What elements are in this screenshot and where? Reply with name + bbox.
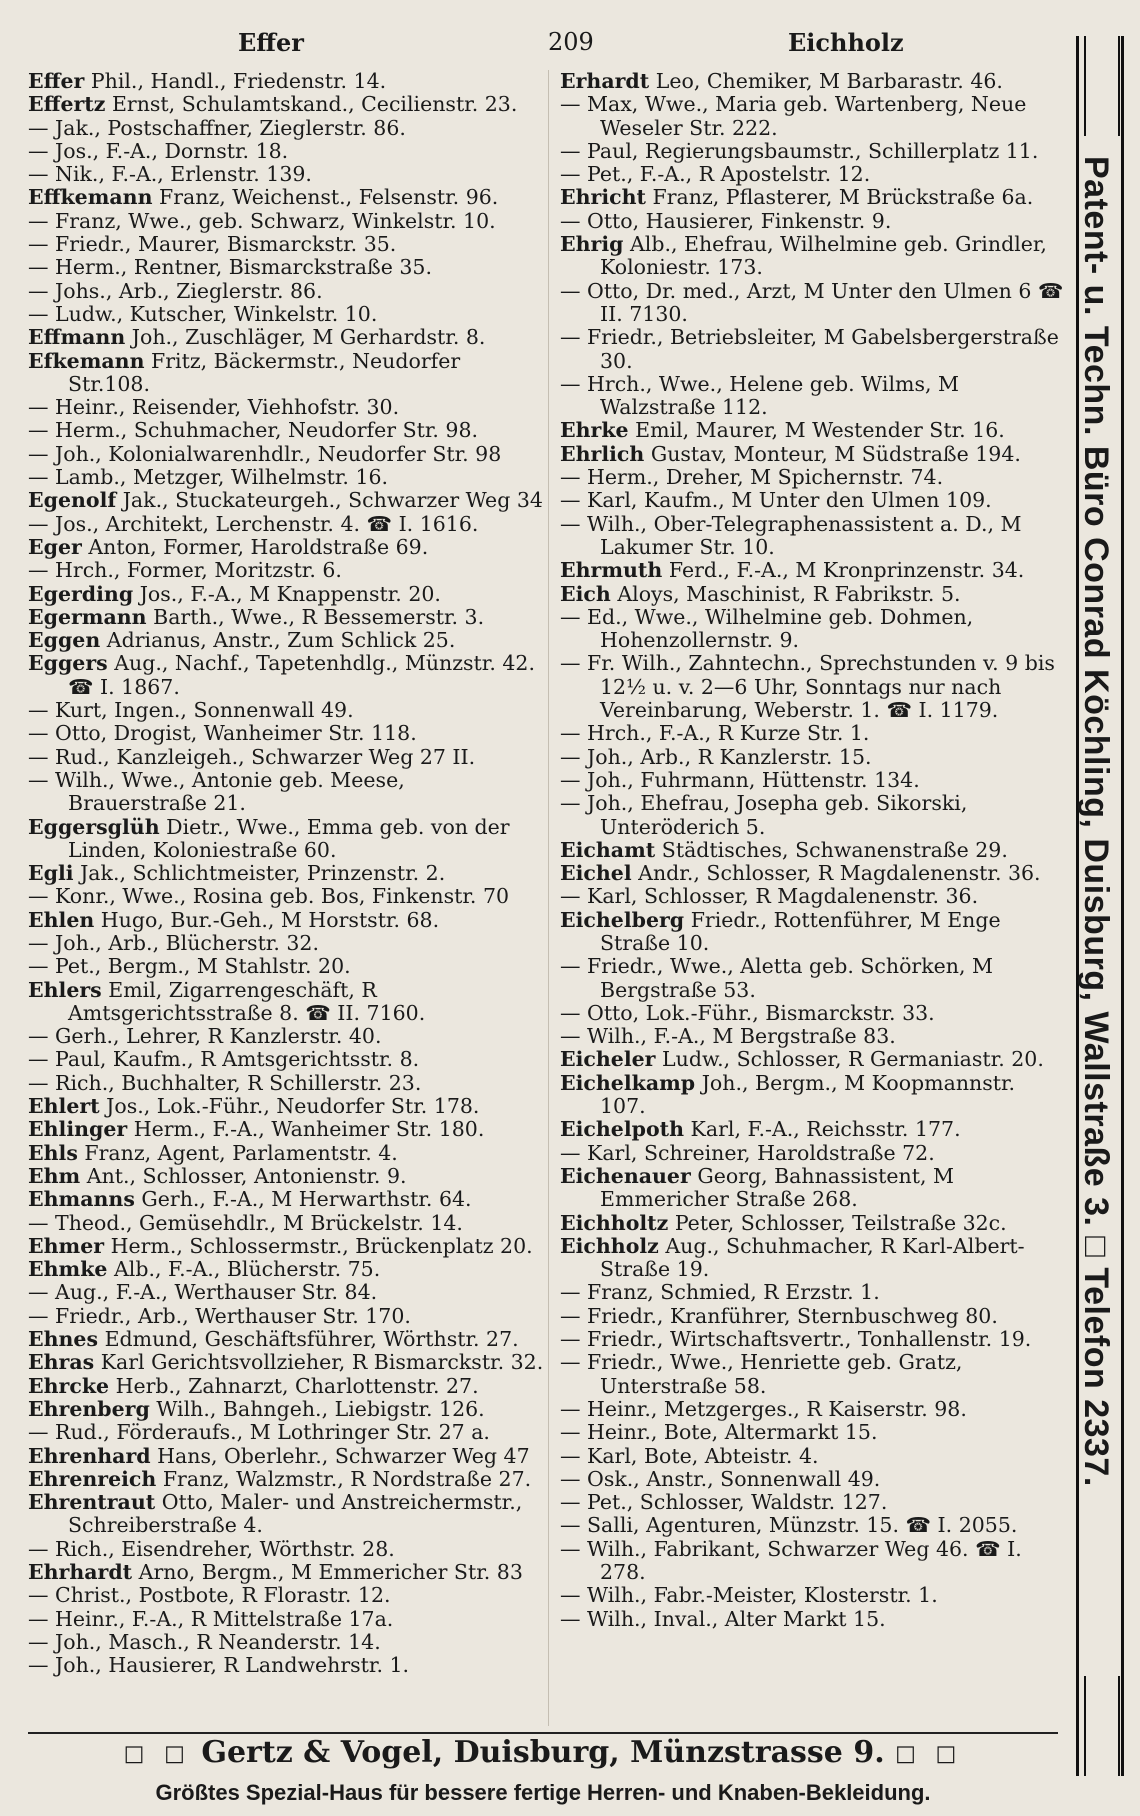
entry-surname: Ehrlich [560, 441, 645, 466]
entry-details: Ludw., Schlosser, R Germaniastr. 20. [662, 1047, 1044, 1072]
entry-surname: Erhardt [560, 69, 650, 93]
entry-details: — Friedr., Wwe., Henriette geb. Gratz, Unterstraße 58. [560, 1350, 963, 1398]
entry-details: — Jos., Architekt, Lerchenstr. 4. ☎ I. 1616. [28, 511, 479, 536]
directory-entry [28, 1421, 548, 1444]
directory-entry [28, 1072, 548, 1095]
entry-details: — Wilh., F.-A., M Bergstraße 83. [560, 1024, 896, 1049]
entry-details: — Pet., Schlosser, Waldstr. 127. [560, 1490, 888, 1515]
header-right-keyword: Eichholz [788, 28, 904, 57]
sidebar-rule-top [1084, 36, 1120, 136]
directory-entry [28, 280, 548, 303]
directory-entry [560, 1328, 1065, 1351]
directory-entry [28, 1445, 548, 1468]
directory-entry [560, 652, 1065, 722]
entry-details: — Heinr., Metzgerges., R Kaiserstr. 98. [560, 1396, 967, 1421]
entry-surname: Eggen [28, 628, 101, 653]
entry-surname: Efkemann [28, 348, 145, 373]
directory-entry [28, 1375, 548, 1398]
entry-details: — Herm., Dreher, M Spichernstr. 74. [560, 465, 944, 490]
directory-entry [560, 1538, 1065, 1585]
directory-entry [28, 1328, 548, 1351]
entry-details: — Theod., Gemüsehdlr., M Brückelstr. 14. [28, 1210, 463, 1235]
directory-entry [560, 466, 1065, 489]
entry-details: Wilh., Bahngeh., Liebigstr. 126. [156, 1396, 485, 1421]
directory-entry [560, 606, 1065, 653]
directory-entry [28, 350, 548, 397]
entry-surname: Eicheler [560, 1047, 656, 1072]
directory-entry [560, 70, 1065, 93]
entry-details: Franz, Walzmstr., R Nordstraße 27. [162, 1466, 532, 1491]
footer-boxes-right: □ □ [895, 1741, 963, 1767]
entry-details: — Karl, Schlosser, R Magdalenenstr. 36. [560, 884, 979, 909]
entry-surname: Ehras [28, 1350, 95, 1375]
entry-details: Barth., Wwe., R Bessemerstr. 3. [153, 604, 485, 629]
entry-details: Herb., Zahnarzt, Charlottenstr. 27. [115, 1373, 479, 1398]
directory-entry [28, 256, 548, 279]
directory-entry [560, 1584, 1065, 1607]
left-column [28, 70, 548, 1677]
page-header [28, 22, 1058, 62]
entry-details: Franz, Agent, Parlamentstr. 4. [84, 1140, 398, 1165]
entry-details: — Hrch., Wwe., Helene geb. Wilms, M Walzstraße 112. [560, 371, 959, 420]
entry-details: Leo, Chemiker, M Barbarastr. 46. [655, 69, 1003, 93]
entry-surname: Egermann [28, 604, 147, 629]
directory-entry [560, 186, 1065, 209]
directory-entry [560, 1514, 1065, 1537]
directory-entry [28, 233, 548, 256]
directory-entry [28, 932, 548, 955]
entry-surname: Ehrcke [28, 1373, 110, 1398]
directory-entry [28, 1095, 548, 1118]
directory-entry [560, 1025, 1065, 1048]
entry-details: — Herm., Rentner, Bismarckstraße 35. [28, 255, 432, 280]
entry-details: Peter, Schlosser, Teilstraße 32c. [674, 1210, 1007, 1235]
entry-surname: Eichel [560, 861, 632, 886]
entry-surname: Effertz [28, 92, 106, 117]
entry-surname: Effer [28, 69, 85, 93]
footer-ad-slogan: Größtes Spezial-Haus für bessere fertige Herren- und Knaben-Bekleidung. [155, 1780, 931, 1805]
entry-details: — Friedr., Kranführer, Sternbuschweg 80. [560, 1303, 998, 1328]
directory-entry [560, 1235, 1065, 1282]
directory-entry [28, 699, 548, 722]
directory-entry [28, 1398, 548, 1421]
entry-details: — Herm., Schuhmacher, Neudorfer Str. 98. [28, 418, 479, 443]
entry-details: — Karl, Schreiner, Haroldstraße 72. [560, 1140, 935, 1165]
directory-entry [560, 1118, 1065, 1141]
entry-details: Georg, Bahnassistent, M Emmericher Straße 268. [600, 1163, 954, 1212]
entry-details: Franz, Weichenst., Felsenstr. 96. [159, 185, 499, 210]
directory-entry [28, 1305, 548, 1328]
entry-details: Städtisches, Schwanenstraße 29. [661, 837, 1008, 862]
directory-entry [560, 1445, 1065, 1468]
directory-entry [560, 1281, 1065, 1304]
entry-details: — Otto, Hausierer, Finkenstr. 9. [560, 208, 892, 233]
entry-details: Jak., Stuckateurgeh., Schwarzer Weg 34 [122, 488, 543, 513]
directory-entry [560, 140, 1065, 163]
directory-entry [28, 909, 548, 932]
directory-entry [28, 419, 548, 442]
page-number: 209 [548, 28, 594, 56]
directory-entry [28, 722, 548, 745]
entry-details: — Rud., Förderaufs., M Lothringer Str. 27 a. [28, 1420, 490, 1445]
directory-entry [28, 559, 548, 582]
directory-entry [560, 1072, 1065, 1119]
entry-details: Ernst, Schulamtskand., Cecilienstr. 23. [111, 92, 518, 117]
entry-details: — Pet., Bergm., M Stahlstr. 20. [28, 954, 351, 979]
directory-entry [28, 979, 548, 1026]
entry-details: Phil., Handl., Friedenstr. 14. [90, 69, 387, 93]
entry-details: — Friedr., Maurer, Bismarckstr. 35. [28, 232, 397, 257]
directory-entry [560, 1212, 1065, 1235]
entry-details: Fritz, Bäckermstr., Neudorfer Str.108. [68, 348, 461, 396]
entry-details: Alb., F.-A., Blücherstr. 75. [114, 1257, 381, 1282]
entry-surname: Eichelpoth [560, 1117, 685, 1142]
entry-details: Herm., F.-A., Wanheimer Str. 180. [133, 1117, 485, 1142]
directory-entry [560, 1351, 1065, 1398]
entry-surname: Eichholtz [560, 1210, 669, 1235]
entry-surname: Egenolf [28, 488, 117, 513]
entry-details: Otto, Maler- und Anstreichermstr., Schreiberstraße 4. [68, 1490, 523, 1538]
entry-details: — Max, Wwe., Maria geb. Wartenberg, Neue Weseler Str. 222. [560, 92, 1027, 140]
directory-entry [28, 396, 548, 419]
entry-surname: Ehmanns [28, 1187, 135, 1212]
entry-details: — Hrch., F.-A., R Kurze Str. 1. [560, 721, 870, 746]
directory-entry [560, 419, 1065, 442]
entry-details: — Hrch., Former, Moritzstr. 6. [28, 558, 342, 583]
entry-details: — Friedr., Wwe., Aletta geb. Schörken, M Bergstraße 53. [560, 954, 994, 1002]
entry-details: — Lamb., Metzger, Wilhelmstr. 16. [28, 465, 389, 490]
directory-entry [28, 816, 548, 863]
entry-surname: Ehrenhard [28, 1443, 151, 1468]
directory-entry [28, 1281, 548, 1304]
entry-surname: Ehls [28, 1140, 78, 1165]
entry-details: Gerh., F.-A., M Herwarthstr. 64. [141, 1187, 472, 1212]
directory-entry [560, 1398, 1065, 1421]
footer-advertisement [28, 1735, 1058, 1777]
entry-details: Joh., Bergm., M Koopmannstr. 107. [600, 1070, 1016, 1119]
directory-entry [28, 489, 548, 512]
entry-surname: Ehrke [560, 418, 629, 443]
entry-details: — Ludw., Kutscher, Winkelstr. 10. [28, 301, 378, 326]
entry-surname: Ehricht [560, 185, 646, 210]
entry-surname: Eichelberg [560, 907, 685, 932]
directory-entry [560, 1165, 1065, 1212]
directory-entry [560, 489, 1065, 512]
directory-entry [560, 93, 1065, 140]
directory-entry [28, 652, 548, 699]
footer-ad-title: Gertz & Vogel, Duisburg, Münzstrasse 9. [201, 1735, 885, 1770]
directory-entry [560, 839, 1065, 862]
directory-entry [560, 559, 1065, 582]
entry-surname: Ehrmuth [560, 558, 663, 583]
entry-details: — Konr., Wwe., Rosina geb. Bos, Finkenstr. 70 [28, 884, 510, 909]
directory-entry [28, 536, 548, 559]
directory-entry [28, 1048, 548, 1071]
directory-entry [560, 885, 1065, 908]
entry-details: Ant., Schlosser, Antonienstr. 9. [86, 1163, 407, 1188]
directory-entry [28, 117, 548, 140]
entry-details: — Fr. Wilh., Zahntechn., Sprechstunden v. 9 bis 12½ u. v. 2—6 Uhr, Sonntags nur nach Vereinbarung, Weberstr. 1. ☎ I. 1179. [560, 651, 1055, 723]
entry-details: — Otto, Drogist, Wanheimer Str. 118. [28, 721, 417, 746]
directory-entry [28, 1142, 548, 1165]
footer-boxes-left: □ □ [123, 1741, 191, 1767]
entry-details: — Friedr., Arb., Werthauser Str. 170. [28, 1303, 411, 1328]
entry-details: Aug., Nachf., Tapetenhdlg., Münzstr. 42. ☎ I. 1867. [68, 651, 535, 699]
entry-details: Anton, Former, Haroldstraße 69. [88, 534, 429, 559]
entry-details: Friedr., Rottenführer, M Enge Straße 10. [600, 907, 1001, 955]
directory-entry [28, 1025, 548, 1048]
entry-surname: Effmann [28, 325, 126, 350]
entry-surname: Ehrhardt [28, 1560, 133, 1584]
entry-details: Emil, Maurer, M Westender Str. 16. [635, 418, 1005, 443]
entry-surname: Ehrig [560, 232, 624, 257]
entry-details: — Joh., Ehefrau, Josepha geb. Sikorski, Unteröderich 5. [560, 791, 968, 839]
entry-details: — Rud., Kanzleigeh., Schwarzer Weg 27 II. [28, 744, 476, 769]
entry-details: — Johs., Arb., Zieglerstr. 86. [28, 278, 323, 303]
entry-details: Herm., Schlossermstr., Brückenplatz 20. [110, 1233, 533, 1258]
entry-details: Aloys, Maschinist, R Fabrikstr. 5. [617, 581, 961, 606]
entry-surname: Effkemann [28, 185, 153, 210]
entry-details: — Karl, Bote, Abteistr. 4. [560, 1443, 819, 1468]
entry-surname: Eichamt [560, 837, 656, 862]
entry-details: Karl Gerichtsvollzieher, R Bismarckstr. 32. [100, 1350, 544, 1375]
directory-entry [560, 1048, 1065, 1071]
entry-details: Gustav, Monteur, M Südstraße 194. [650, 441, 1021, 466]
directory-entry [560, 326, 1065, 373]
entry-details: — Otto, Lok.-Führ., Bismarckstr. 33. [560, 1000, 935, 1025]
entry-details: Adrianus, Anstr., Zum Schlick 25. [106, 628, 456, 653]
entry-details: — Wilh., Fabrikant, Schwarzer Weg 46. ☎ I. 278. [560, 1536, 1022, 1584]
entry-details: — Joh., Fuhrmann, Hüttenstr. 134. [560, 767, 920, 792]
directory-entry [560, 746, 1065, 769]
header-left-keyword: Effer [238, 28, 304, 57]
entry-details: — Wilh., Fabr.-Meister, Klosterstr. 1. [560, 1583, 938, 1608]
entry-details: — Wilh., Wwe., Antonie geb. Meese, Brauerstraße 21. [28, 767, 405, 816]
directory-entry [28, 326, 548, 349]
directory-entry [560, 862, 1065, 885]
entry-surname: Ehlert [28, 1094, 100, 1119]
entry-details: — Jos., F.-A., Dornstr. 18. [28, 138, 289, 163]
entry-surname: Eichenauer [560, 1163, 691, 1188]
entry-details: — Osk., Anstr., Sonnenwall 49. [560, 1466, 881, 1491]
entry-surname: Ehlen [28, 907, 95, 932]
entry-surname: Eichholz [560, 1233, 659, 1258]
entry-details: — Friedr., Wirtschaftsvertr., Tonhallenstr. 19. [560, 1327, 1032, 1352]
directory-entry [28, 140, 548, 163]
entry-details: Alb., Ehefrau, Wilhelmine geb. Grindler, Koloniestr. 173. [600, 232, 1047, 280]
entry-details: — Joh., Masch., R Neanderstr. 14. [28, 1629, 381, 1654]
entry-details: Hans, Oberlehr., Schwarzer Weg 47 [157, 1443, 530, 1468]
entry-surname: Ehmer [28, 1233, 105, 1258]
directory-entry [28, 303, 548, 326]
column-divider [548, 70, 549, 1726]
directory-entry [560, 1608, 1065, 1631]
directory-entry [28, 1608, 548, 1631]
entry-details: — Franz, Schmied, R Erzstr. 1. [560, 1280, 880, 1305]
directory-entry [28, 1118, 548, 1141]
entry-details: Edmund, Geschäftsführer, Wörthstr. 27. [104, 1327, 519, 1352]
entry-surname: Eichelkamp [560, 1070, 696, 1095]
directory-entry [28, 1631, 548, 1654]
entry-details: — Pet., F.-A., R Apostelstr. 12. [560, 162, 871, 187]
directory-entry [28, 1165, 548, 1188]
directory-entry [28, 862, 548, 885]
entry-details: Arno, Bergm., M Emmericher Str. 83 [138, 1560, 523, 1584]
entry-details: — Franz, Wwe., geb. Schwarz, Winkelstr. 10. [28, 208, 496, 233]
sidebar-rule-bottom [1084, 1676, 1120, 1776]
directory-entry [560, 233, 1065, 280]
entry-details: — Friedr., Betriebsleiter, M Gabelsbergerstraße 30. [560, 325, 1059, 373]
entry-surname: Ehm [28, 1163, 81, 1188]
entry-surname: Eich [560, 581, 611, 606]
entry-details: — Wilh., Ober-Telegraphenassistent a. D., M Lakumer Str. 10. [560, 511, 1022, 559]
directory-entry [28, 606, 548, 629]
entry-details: — Paul, Kaufm., R Amtsgerichtsstr. 8. [28, 1047, 420, 1072]
entry-surname: Ehmke [28, 1257, 108, 1282]
directory-entry [28, 1491, 548, 1538]
directory-entry [560, 769, 1065, 792]
entry-details: — Gerh., Lehrer, R Kanzlerstr. 40. [28, 1024, 382, 1049]
directory-entry [560, 280, 1065, 327]
entry-details: — Joh., Kolonialwarenhdlr., Neudorfer Str. 98 [28, 441, 502, 466]
directory-entry [560, 1468, 1065, 1491]
directory-entry [28, 466, 548, 489]
directory-entry [560, 722, 1065, 745]
entry-details: Andr., Schlosser, R Magdalenenstr. 36. [638, 861, 1041, 886]
directory-entry [28, 513, 548, 536]
directory-entry [28, 1258, 548, 1281]
entry-details: Ferd., F.-A., M Kronprinzenstr. 34. [668, 558, 1025, 583]
directory-entry [28, 1584, 548, 1607]
directory-entry [28, 1351, 548, 1374]
entry-surname: Ehrenberg [28, 1396, 150, 1421]
entry-details: — Rich., Buchhalter, R Schillerstr. 23. [28, 1070, 422, 1095]
directory-entry [28, 1538, 548, 1561]
directory-entry [28, 186, 548, 209]
entry-surname: Ehrenreich [28, 1466, 157, 1491]
directory-entry [28, 769, 548, 816]
entry-details: — Salli, Agenturen, Münzstr. 15. ☎ I. 2055. [560, 1513, 1018, 1538]
directory-entry [28, 629, 548, 652]
directory-entry [560, 443, 1065, 466]
directory-entry [560, 1142, 1065, 1165]
directory-entry [560, 1002, 1065, 1025]
directory-entry [560, 210, 1065, 233]
entry-details: Jos., F.-A., M Knappenstr. 20. [139, 581, 441, 606]
directory-entry [28, 1561, 548, 1584]
entry-surname: Egli [28, 861, 74, 886]
directory-entry [28, 1212, 548, 1235]
entry-details: — Christ., Postbote, R Florastr. 12. [28, 1583, 391, 1608]
entry-details: — Joh., Hausierer, R Landwehrstr. 1. [28, 1653, 410, 1678]
directory-entry [28, 955, 548, 978]
directory-entry [28, 1235, 548, 1258]
directory-entry [560, 955, 1065, 1002]
directory-entry [28, 443, 548, 466]
entry-surname: Eger [28, 534, 82, 559]
entry-details: — Otto, Dr. med., Arzt, M Unter den Ulmen 6 ☎ II. 7130. [560, 278, 1064, 326]
entry-details: — Heinr., Bote, Altermarkt 15. [560, 1420, 878, 1445]
directory-entry [28, 93, 548, 116]
entry-details: — Karl, Kaufm., M Unter den Ulmen 109. [560, 488, 992, 513]
entry-details: — Joh., Arb., Blücherstr. 32. [28, 930, 319, 955]
directory-entry [28, 583, 548, 606]
entry-surname: Ehnes [28, 1327, 99, 1352]
entry-details: Dietr., Wwe., Emma geb. von der Linden, Koloniestraße 60. [68, 814, 510, 862]
directory-entry [28, 746, 548, 769]
entry-details: — Jak., Postschaffner, Zieglerstr. 86. [28, 115, 406, 140]
entry-surname: Eggersglüh [28, 814, 160, 839]
right-column [560, 70, 1065, 1631]
entry-details: — Ed., Wwe., Wilhelmine geb. Dohmen, Hohenzollernstr. 9. [560, 604, 974, 653]
entry-details: — Wilh., Inval., Alter Markt 15. [560, 1606, 886, 1631]
entry-details: — Joh., Arb., R Kanzlerstr. 15. [560, 744, 872, 769]
directory-entry [560, 513, 1065, 560]
sidebar-ad-text: Patent- u. Techn. Büro Conrad Köchling, Duisburg, Wallstraße 3. □ Telefon 2337. [1077, 156, 1115, 1487]
directory-entry [28, 163, 548, 186]
directory-entry [28, 885, 548, 908]
directory-entry [560, 1421, 1065, 1444]
directory-entry [28, 1468, 548, 1491]
entry-surname: Egerding [28, 581, 134, 606]
directory-entry [28, 1188, 548, 1211]
entry-details: Franz, Pflasterer, M Brückstraße 6a. [652, 185, 1034, 210]
entry-surname: Eggers [28, 651, 108, 676]
entry-surname: Ehlinger [28, 1117, 128, 1142]
entry-details: — Paul, Regierungsbaumstr., Schillerplatz 11. [560, 138, 1039, 163]
directory-entry [560, 163, 1065, 186]
entry-details: Emil, Zigarrengeschäft, R Amtsgerichtsstraße 8. ☎ II. 7160. [68, 977, 426, 1025]
sidebar-rule-right [1121, 36, 1124, 1776]
directory-entry [560, 1305, 1065, 1328]
entry-details: Jos., Lok.-Führ., Neudorfer Str. 178. [106, 1094, 480, 1119]
entry-surname: Ehrentraut [28, 1490, 156, 1515]
entry-details: Aug., Schuhmacher, R Karl-Albert-Straße 19. [600, 1233, 1025, 1282]
sidebar-advertisement [1074, 36, 1126, 1776]
entry-details: Hugo, Bur.-Geh., M Horststr. 68. [100, 907, 440, 932]
entry-details: — Heinr., Reisender, Viehhofstr. 30. [28, 395, 400, 420]
directory-entry [28, 70, 548, 93]
entry-details: Joh., Zuschläger, M Gerhardstr. 8. [131, 325, 486, 350]
footer-divider [28, 1732, 1058, 1734]
directory-entry [560, 909, 1065, 956]
entry-details: — Rich., Eisendreher, Wörthstr. 28. [28, 1536, 395, 1561]
directory-entry [28, 210, 548, 233]
entry-details: Karl, F.-A., Reichsstr. 177. [690, 1117, 961, 1142]
directory-entry [560, 583, 1065, 606]
entry-details: — Kurt, Ingen., Sonnenwall 49. [28, 698, 354, 723]
entry-details: — Aug., F.-A., Werthauser Str. 84. [28, 1280, 378, 1305]
directory-entry [28, 1654, 548, 1677]
directory-entry [560, 373, 1065, 420]
entry-details: — Heinr., F.-A., R Mittelstraße 17a. [28, 1606, 394, 1631]
entry-details: — Nik., F.-A., Erlenstr. 139. [28, 162, 312, 187]
directory-entry [560, 792, 1065, 839]
entry-surname: Ehlers [28, 977, 102, 1002]
directory-entry [560, 1491, 1065, 1514]
entry-details: Jak., Schlichtmeister, Prinzenstr. 2. [80, 861, 446, 886]
